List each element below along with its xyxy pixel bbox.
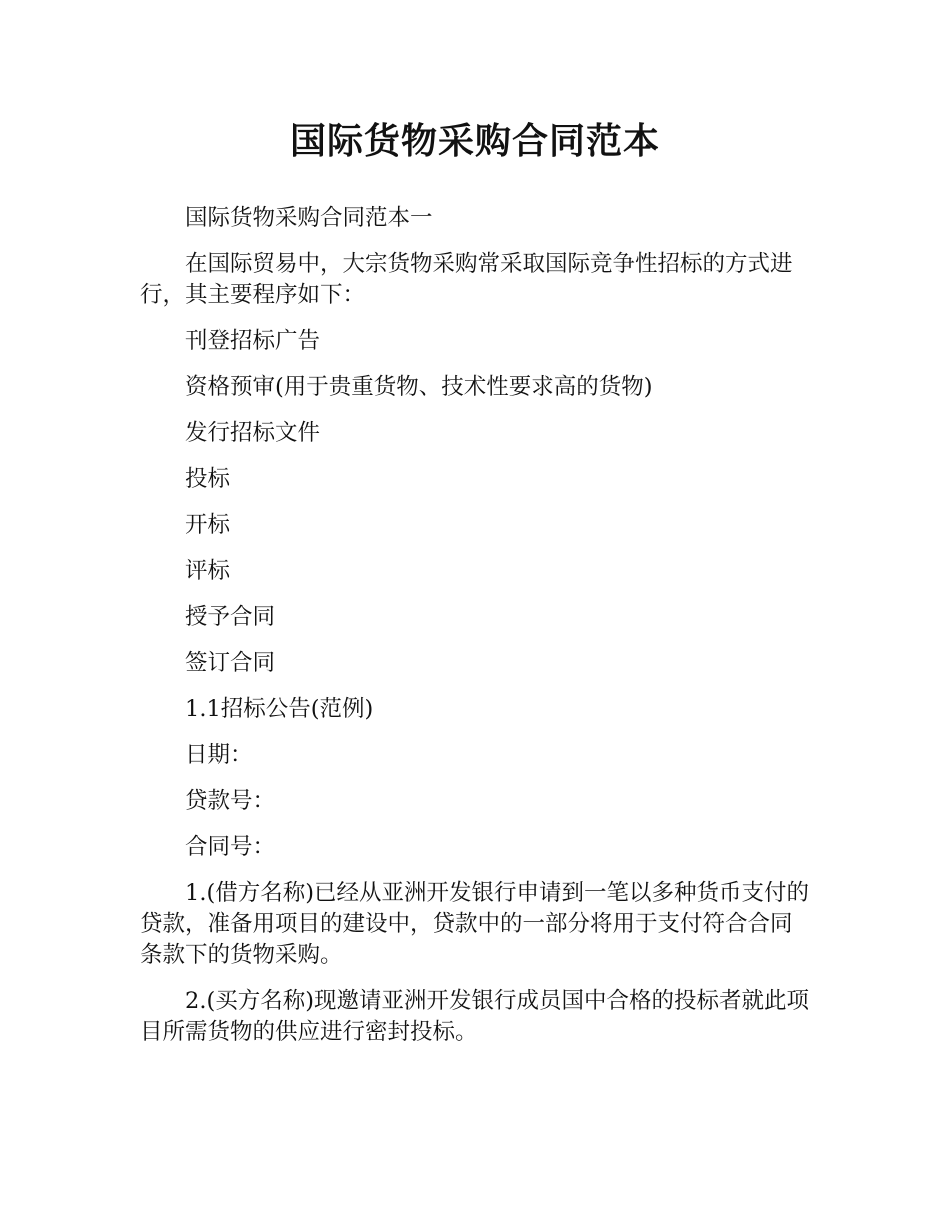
paragraph-subtitle: 国际货物采购合同范本一 bbox=[185, 205, 433, 231]
field-date: 日期： bbox=[185, 742, 253, 768]
procedure-step: 开标 bbox=[185, 512, 231, 538]
procedure-step: 投标 bbox=[185, 466, 231, 492]
clause-paragraph: 1.(借方名称)已经从亚洲开发银行申请到一笔以多种货币支付的贷款，准备用项目的建设中，贷款中的一部分将用于支付符合合同条款下的货物采购。 bbox=[140, 880, 810, 968]
procedure-step: 授予合同 bbox=[185, 604, 276, 630]
field-contract-number: 合同号： bbox=[185, 834, 276, 860]
procedure-step: 资格预审(用于贵重货物、技术性要求高的货物) bbox=[185, 374, 653, 400]
section-heading: 1.1招标公告(范例) bbox=[185, 696, 374, 722]
procedure-step: 刊登招标广告 bbox=[185, 328, 321, 354]
document-title: 国际货物采购合同范本 bbox=[289, 121, 660, 162]
procedure-step: 发行招标文件 bbox=[185, 420, 321, 446]
paragraph-intro: 在国际贸易中，大宗货物采购常采取国际竞争性招标的方式进行，其主要程序如下： bbox=[140, 251, 793, 308]
procedure-step: 评标 bbox=[185, 558, 231, 584]
procedure-step: 签订合同 bbox=[185, 650, 276, 676]
clause-paragraph: 2.(买方名称)现邀请亚洲开发银行成员国中合格的投标者就此项目所需货物的供应进行密封投标。 bbox=[140, 988, 810, 1045]
document-body bbox=[140, 203, 812, 1063]
field-loan-number: 贷款号： bbox=[185, 788, 276, 814]
